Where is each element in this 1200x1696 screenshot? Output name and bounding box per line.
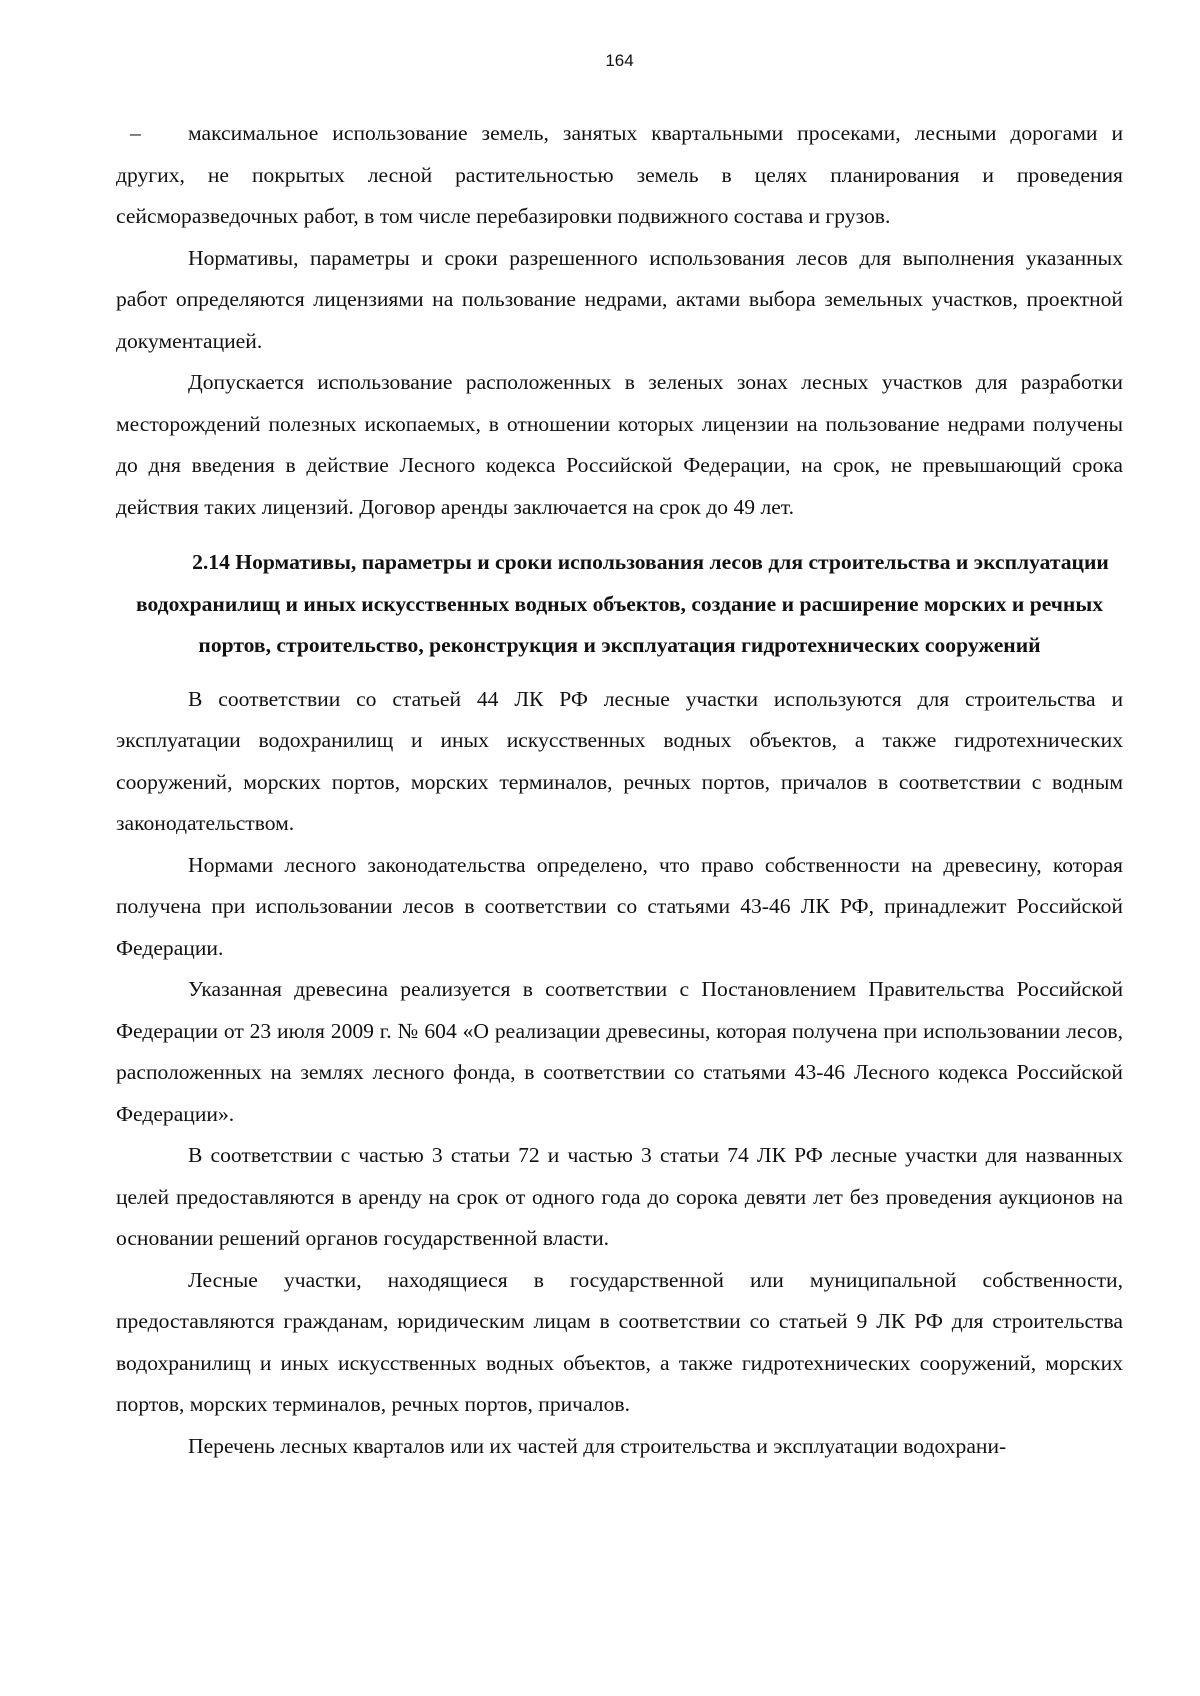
paragraph: Нормами лесного законодательства определено, что право собственности на древесину, которая получена при использовании лесов в соответствии со статьями 43-46 ЛК РФ, принадлежит Российской Федерации.	[116, 852, 1123, 960]
paragraph: Перечень лесных кварталов или их частей для строительства и эксплуатации водохрани-	[188, 1433, 1007, 1458]
section-heading	[116, 542, 1123, 667]
section-heading-text: 2.14 Нормативы, параметры и сроки использования лесов для строительства и эксплуатации водохранилищ и иных искусственных водных объектов, создание и расширение морских и речных портов, строительство, реконструкция и эксплуатация гидротехнических сооружений	[135, 550, 1109, 657]
page-body	[116, 113, 1123, 1467]
dash-marker: –	[130, 121, 141, 145]
paragraph: В соответствии с частью 3 статьи 72 и частью 3 статьи 74 ЛК РФ лесные участки для названных целей предоставляются в аренду на срок от одного года до сорока девяти лет без проведения аукционов на основании решений органов государственной власти.	[116, 1143, 1123, 1250]
paragraph: Лесные участки, находящиеся в государственной или муниципальной собственности, предоставляются гражданам, юридическим лицам в соответствии со статьей 9 ЛК РФ для строительства водохранилищ и иных искусственных водных объектов, а также гидротехнических сооружений, морских портов, морских терминалов, речных портов, причалов.	[116, 1267, 1123, 1416]
document-page	[116, 0, 1123, 1696]
paragraph: В соответствии со статьей 44 ЛК РФ лесные участки используются для строительства и эксплуатации водохранилищ и иных искусственных водных объектов, а также гидротехнических сооружений, морских портов, морских терминалов, речных портов, причалов в соответствии с водным законодательством.	[116, 686, 1123, 835]
paragraph: Допускается использование расположенных в зеленых зонах лесных участков для разработки месторождений полезных ископаемых, в отношении которых лицензии на пользование недрами получены до дня введения в действие Лесного кодекса Российской Федерации, на срок, не превышающий срока действия таких лицензий. Договор аренды заключается на срок до 49 лет.	[116, 370, 1123, 519]
paragraph: Указанная древесина реализуется в соответствии с Постановлением Правительства Российской Федерации от 23 июля 2009 г. № 604 «О реализации древесины, которая получена при использовании лесов, расположенных на землях лесного фонда, в соответствии со статьями 43-46 Лесного кодекса Российской Федерации».	[116, 977, 1123, 1126]
list-item-dash	[116, 113, 1123, 238]
list-item-text: максимальное использование земель, занятых квартальными просеками, лесными дорогами и других, не покрытых лесной растительностью земель в целях планирования и проведения сейсморазведочных работ, в том числе перебазировки подвижного состава и грузов.	[116, 121, 1123, 228]
paragraph: Нормативы, параметры и сроки разрешенного использования лесов для выполнения указанных работ определяются лицензиями на пользование недрами, актами выбора земельных участков, проектной документацией.	[116, 245, 1123, 353]
page-number: 164	[605, 51, 634, 70]
